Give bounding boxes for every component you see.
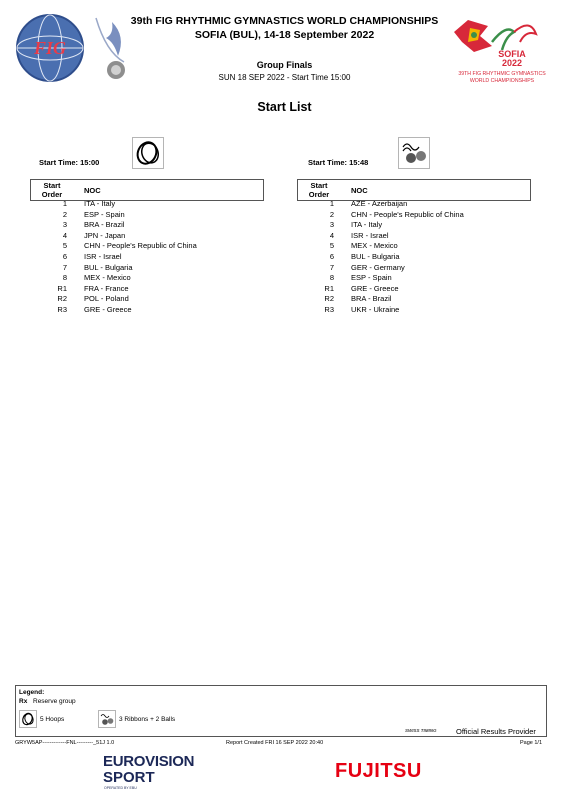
start-order-cell: 8 xyxy=(329,273,334,283)
start-order-cell: R3 xyxy=(324,305,334,314)
start-order-cell: 7 xyxy=(329,262,334,272)
noc-header: NOC xyxy=(351,186,368,195)
table-row xyxy=(298,210,528,221)
reserve-description: Reserve group xyxy=(33,698,76,705)
legend-ribbons-balls-label: 3 Ribbons + 2 Balls xyxy=(119,716,176,723)
noc-cell: GRE - Greece xyxy=(351,283,399,293)
svg-text:SOFIA: SOFIA xyxy=(498,49,526,59)
fujitsu-logo: FUJITSU xyxy=(335,760,422,782)
noc-cell: ITA - Italy xyxy=(84,199,116,208)
hoops-icon xyxy=(132,137,164,169)
table-row xyxy=(298,220,528,231)
championship-location: SOFIA (BUL), 14-18 September 2022 xyxy=(194,29,375,41)
start-order-cell: 2 xyxy=(329,209,334,219)
table-row xyxy=(298,231,528,242)
event-date: SUN 18 SEP 2022 - Start Time 15:00 xyxy=(218,73,351,82)
start-order-cell: 7 xyxy=(62,262,67,272)
start-order-cell: R1 xyxy=(57,283,67,293)
start-order-cell: 1 xyxy=(62,199,67,208)
eurovision-sport-logo: EUROVISION SPORT OPERATED BY EBU xyxy=(103,753,195,790)
table-row xyxy=(298,273,528,284)
start-order-cell: 3 xyxy=(62,220,67,230)
session2-start-time: Start Time: 15:48 xyxy=(308,158,369,167)
start-order-cell: R2 xyxy=(57,294,67,304)
noc-cell: MEX - Mexico xyxy=(351,241,398,251)
noc-cell: FRA - France xyxy=(84,283,129,293)
noc-cell: JPN - Japan xyxy=(84,230,126,240)
session1-start-time: Start Time: 15:00 xyxy=(39,158,100,167)
noc-cell: AZE - Azerbaijan xyxy=(351,199,408,208)
hoops-icon xyxy=(19,710,37,728)
table-row xyxy=(298,199,528,210)
noc-cell: POL - Poland xyxy=(84,294,129,304)
noc-cell: GRE - Greece xyxy=(84,305,132,314)
start-order-cell: 6 xyxy=(329,252,334,261)
table-row xyxy=(31,210,261,221)
table-row xyxy=(298,294,528,305)
table-row xyxy=(298,305,528,316)
svg-text:39TH FIG RHYTHMIC GYMNASTICS: 39TH FIG RHYTHMIC GYMNASTICS xyxy=(458,71,546,77)
noc-cell: MEX - Mexico xyxy=(84,273,131,283)
event-name: Group Finals xyxy=(256,60,313,70)
noc-cell: CHN - People's Republic of China xyxy=(351,209,464,219)
page-title: Start List xyxy=(257,100,312,114)
session2-start-list xyxy=(298,199,528,319)
table-row xyxy=(31,199,261,210)
table-row xyxy=(31,231,261,242)
noc-cell: BUL - Bulgaria xyxy=(351,252,400,261)
noc-cell: BUL - Bulgaria xyxy=(84,262,133,272)
noc-cell: GER - Germany xyxy=(351,262,405,272)
table-row xyxy=(31,220,261,231)
table-row xyxy=(31,284,261,295)
championship-title: 39th FIG RHYTHMIC GYMNASTICS WORLD CHAMPIONSHIPS xyxy=(130,15,439,27)
noc-cell: ESP - Spain xyxy=(84,209,125,219)
start-order-cell: 5 xyxy=(329,241,334,251)
table-row xyxy=(298,252,528,263)
session1-table-header xyxy=(30,179,264,201)
noc-cell: BRA - Brazil xyxy=(351,294,392,304)
noc-cell: UKR - Ukraine xyxy=(351,305,400,314)
start-order-cell: 6 xyxy=(62,252,67,261)
start-order-cell: 8 xyxy=(62,273,67,283)
table-row xyxy=(31,252,261,263)
legend-title: Legend: xyxy=(19,689,45,696)
start-order-header: Start Order xyxy=(308,181,330,199)
svg-text:FIG: FIG xyxy=(33,38,67,58)
report-code: GRYW5AP-------------FNL---------_51J 1.0 xyxy=(15,740,115,746)
table-row xyxy=(31,294,261,305)
noc-cell: ISR - Israel xyxy=(351,230,389,240)
legend-hoops-label: 5 Hoops xyxy=(40,716,65,723)
start-order-cell: 3 xyxy=(329,220,334,230)
ribbons-balls-icon xyxy=(98,710,116,728)
footer-divider xyxy=(15,736,545,737)
ribbons-balls-icon xyxy=(398,137,430,169)
table-row xyxy=(298,241,528,252)
start-order-cell: 1 xyxy=(329,199,334,208)
noc-cell: CHN - People's Republic of China xyxy=(84,241,197,251)
results-provider: Official Results Provider xyxy=(456,727,536,736)
session1-start-list xyxy=(31,199,261,319)
table-row xyxy=(298,263,528,274)
noc-cell: BRA - Brazil xyxy=(84,220,125,230)
noc-cell: ITA - Italy xyxy=(351,220,383,230)
svg-text:WORLD CHAMPIONSHIPS: WORLD CHAMPIONSHIPS xyxy=(469,78,535,84)
table-row xyxy=(298,284,528,295)
start-order-cell: 4 xyxy=(62,230,67,240)
report-created: Report Created FRI 16 SEP 2022 20:40 xyxy=(226,740,324,746)
reserve-code: Rx xyxy=(19,698,28,705)
session2-table-header xyxy=(297,179,531,201)
svg-text:2022: 2022 xyxy=(501,58,523,68)
noc-cell: ESP - Spain xyxy=(351,273,392,283)
table-row xyxy=(31,263,261,274)
start-order-cell: 5 xyxy=(62,241,67,251)
start-order-cell: 4 xyxy=(329,230,334,240)
noc-cell: ISR - Israel xyxy=(84,252,122,261)
swiss-timing-logo: SWISS TIMING xyxy=(405,728,437,733)
start-order-cell: R2 xyxy=(324,294,334,304)
start-order-cell: R3 xyxy=(57,305,67,314)
start-order-cell: 2 xyxy=(62,209,67,219)
noc-header: NOC xyxy=(84,186,101,195)
table-row xyxy=(31,305,261,316)
table-row xyxy=(31,241,261,252)
page-number: Page 1/1 xyxy=(520,740,543,746)
sofia-2022-logo xyxy=(440,12,560,92)
table-row xyxy=(31,273,261,284)
start-order-cell: R1 xyxy=(324,283,334,293)
start-order-header: Start Order xyxy=(41,181,63,199)
